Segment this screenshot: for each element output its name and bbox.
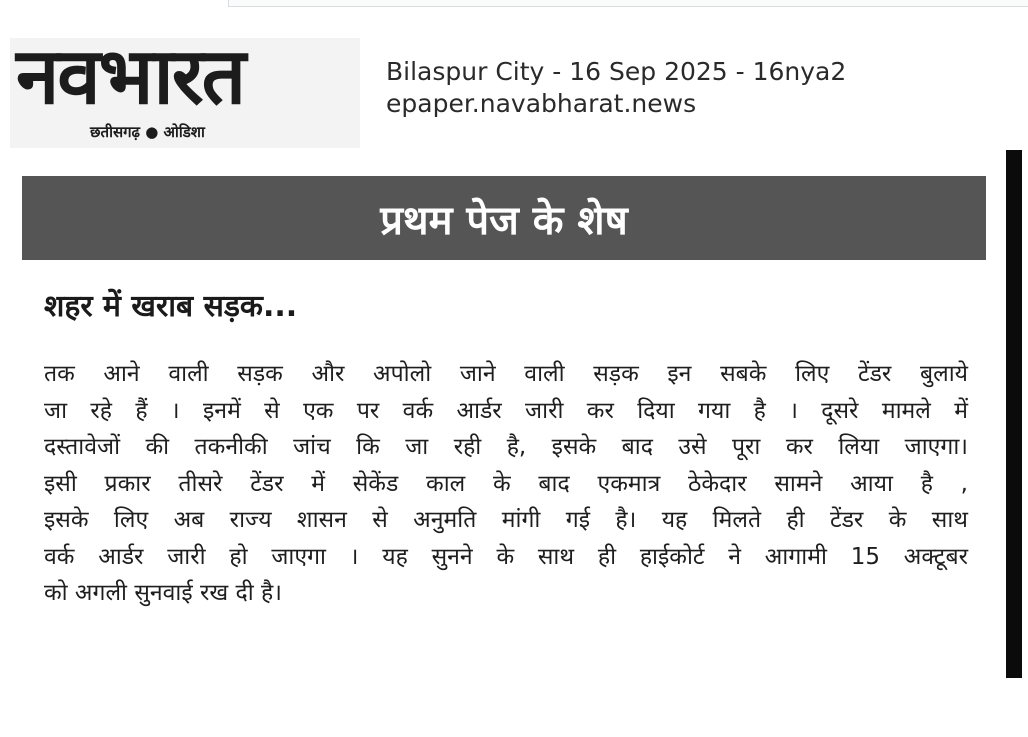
article-line: इसके लिए अब राज्य शासन से अनुमति मांगी गई है। यह मिलते ही टेंडर के साथ	[44, 507, 968, 533]
article-line: तक आने वाली सड़क और अपोलो जाने वाली सड़क इन सबके लिए टेंडर बुलाये	[44, 361, 968, 387]
article-line: जा रहे हैं । इनमें से एक पर वर्क आर्डर जारी कर दिया गया है । दूसरे मामले में	[44, 397, 968, 424]
article-line: को अगली सुनवाई रख दी है।	[44, 580, 282, 606]
website-line: epaper.navabharat.news	[386, 89, 697, 118]
section-banner-text: प्रथम पेज के शेष	[380, 197, 628, 244]
article-headline: शहर में खराब सड़क...	[44, 289, 298, 324]
article-line: इसी प्रकार तीसरे टेंडर में सेकेंड काल के बाद एकमात्र ठेकेदार सामने आया है ,	[44, 470, 968, 497]
edition-line: Bilaspur City - 16 Sep 2025 - 16nya2	[386, 57, 847, 86]
edition-info	[386, 56, 846, 120]
article-body	[44, 356, 968, 612]
article-line: वर्क आर्डर जारी हो जाएगा । यह सुनने के साथ ही हाईकोर्ट ने आगामी 15 अक्टूबर	[44, 543, 968, 570]
logo-subtitle: छतीसगढ़ ● ओडिशा	[90, 123, 205, 141]
logo-title: नवभारत	[16, 32, 245, 122]
section-banner	[22, 176, 986, 260]
page-top-edge	[228, 0, 1028, 7]
column-rule	[1006, 150, 1022, 678]
article-line: दस्तावेजों की तकनीकी जांच कि जा रही है, इसके बाद उसे पूरा कर लिया जाएगा।	[44, 434, 968, 460]
newspaper-logo	[10, 32, 360, 148]
